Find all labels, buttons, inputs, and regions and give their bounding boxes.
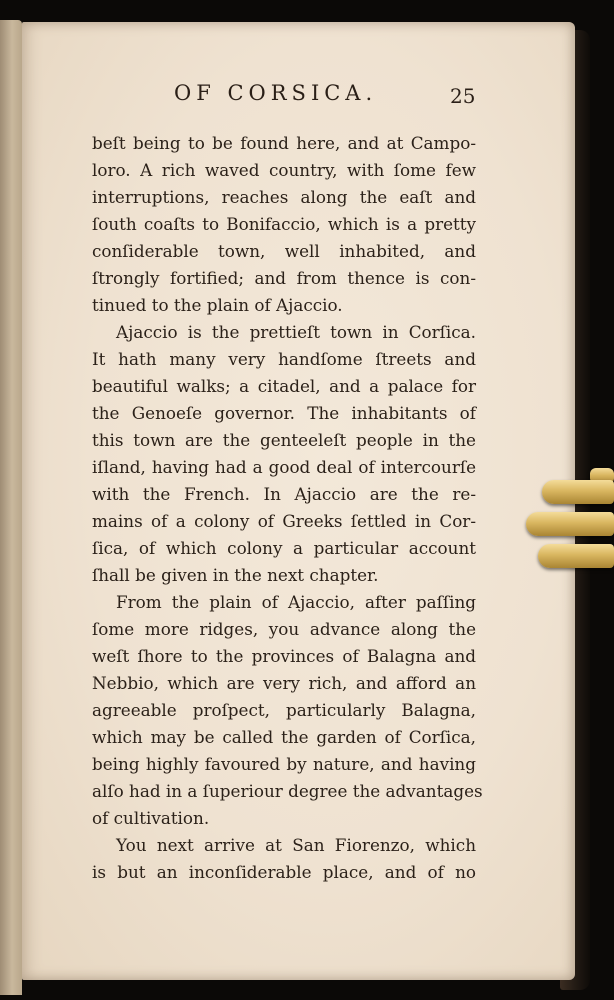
text-line: loro. A rich waved country, with ſome few bbox=[92, 160, 476, 180]
page-number: 25 bbox=[450, 84, 476, 108]
text-line: tinued to the plain of Ajaccio. bbox=[92, 295, 343, 315]
text-line: being highly favoured by nature, and having bbox=[92, 754, 476, 774]
text-line: ſome more ridges, you advance along the bbox=[92, 619, 476, 639]
text-line: ſtrongly fortified; and from thence is con- bbox=[92, 268, 476, 288]
text-line: is but an inconſiderable place, and of no bbox=[92, 862, 476, 882]
text-line: ſouth coaſts to Bonifaccio, which is a pretty bbox=[92, 214, 476, 234]
text-line: You next arrive at San Fiorenzo, which bbox=[116, 835, 476, 855]
text-line: iſland, having had a good deal of intercourſe bbox=[92, 457, 476, 477]
text-line: this town are the genteeleſt people in the bbox=[92, 430, 476, 450]
text-line: alſo had in a ſuperiour degree the advantages bbox=[92, 781, 483, 801]
text-line: From the plain of Ajaccio, after paſſing bbox=[116, 592, 476, 612]
text-line: It hath many very handſome ſtreets and bbox=[92, 349, 476, 369]
text-line: mains of a colony of Greeks ſettled in Cor- bbox=[92, 511, 476, 531]
text-line: ſica, of which colony a particular account bbox=[92, 538, 476, 558]
text-line: agreeable proſpect, particularly Balagna, bbox=[92, 700, 476, 720]
clip-finger bbox=[542, 480, 614, 504]
clip-finger bbox=[538, 544, 614, 568]
text-line: the Genoeſe governor. The inhabitants of bbox=[92, 403, 476, 423]
clip-finger bbox=[526, 512, 614, 536]
text-line: Ajaccio is the prettieſt town in Corſica. bbox=[116, 322, 476, 342]
text-line: with the French. In Ajaccio are the re- bbox=[92, 484, 476, 504]
text-line: interruptions, reaches along the eaſt and bbox=[92, 187, 476, 207]
text-line: beautiful walks; a citadel, and a palace for bbox=[92, 376, 476, 396]
text-line: weſt ſhore to the provinces of Balagna and bbox=[92, 646, 476, 666]
text-line: beſt being to be found here, and at Campo- bbox=[92, 133, 476, 153]
text-line: of cultivation. bbox=[92, 808, 210, 828]
running-head: OF CORSICA. bbox=[174, 81, 378, 105]
text-line: conſiderable town, well inhabited, and bbox=[92, 241, 476, 261]
brass-page-clip bbox=[524, 468, 614, 580]
text-line: Nebbio, which are very rich, and afford an bbox=[92, 673, 476, 693]
left-page-edge bbox=[0, 20, 22, 995]
text-line: which may be called the garden of Corſica, bbox=[92, 727, 476, 747]
text-line: ſhall be given in the next chapter. bbox=[92, 565, 379, 585]
